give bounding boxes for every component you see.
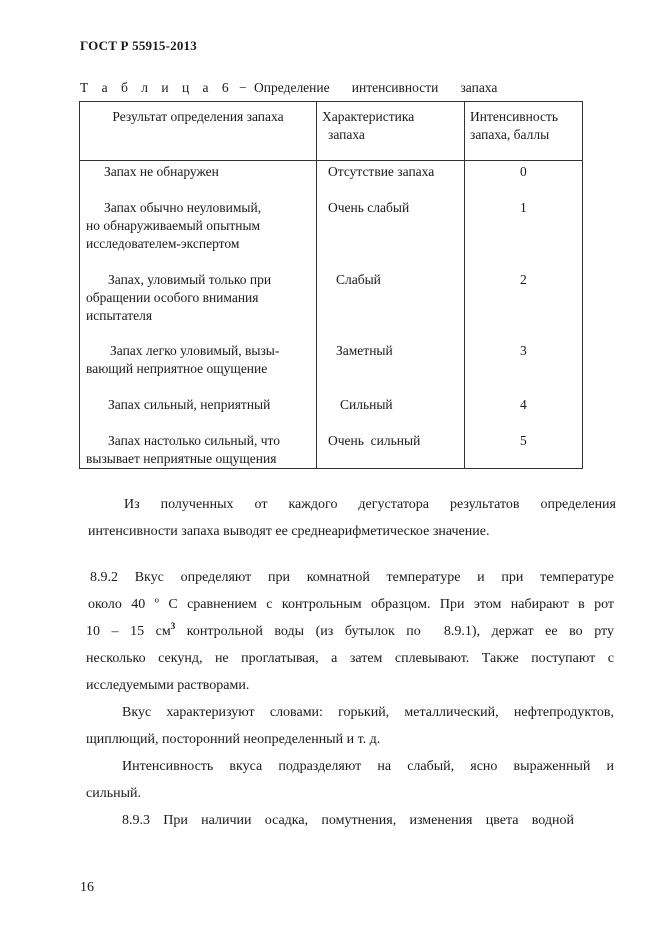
- table-row-characteristic: Очень слабый: [328, 200, 410, 215]
- table-row-score: 5: [520, 433, 527, 448]
- table-row-score: 2: [520, 272, 527, 287]
- table-row-result: Запах сильный, неприятный: [108, 397, 271, 412]
- table-header-characteristic: Характеристика запаха: [322, 109, 415, 142]
- standard-code: ГОСТ Р 55915-2013: [80, 38, 197, 53]
- table-caption-text: Определение интенсивности запаха: [254, 80, 498, 95]
- table-row-score: 0: [520, 164, 527, 179]
- page-number: 16: [80, 880, 94, 895]
- table-row-result: Запах легко уловимый, вызы- вающий неприятное ощущение: [86, 343, 280, 376]
- table-row-result: Запах не обнаружен: [104, 164, 219, 179]
- paragraph-8-9-3: 8.9.3 При наличии осадка, помутнения, изменения цвета водной: [122, 813, 574, 828]
- table-row-characteristic: Отсутствие запаха: [328, 164, 435, 179]
- table-caption-label: Т а б л и ц а 6: [80, 80, 232, 95]
- table-row-characteristic: Сильный: [340, 397, 393, 412]
- superscript-cubic: 3: [170, 621, 176, 631]
- table-row-score: 3: [520, 343, 527, 358]
- table-header-score: Интенсивность запаха, баллы: [470, 109, 559, 142]
- table-header-divider: [80, 160, 582, 161]
- table-row-characteristic: Очень сильный: [328, 433, 421, 448]
- table-row-characteristic: Заметный: [336, 343, 393, 358]
- table-column-divider: [316, 102, 317, 468]
- table-caption: [80, 80, 497, 96]
- table-row-score: 1: [520, 200, 527, 215]
- table-row-characteristic: Слабый: [336, 272, 381, 287]
- table-row-result: Запах настолько сильный, что вызывает неприятные ощущения: [86, 433, 280, 466]
- table-row-score: 4: [520, 397, 527, 412]
- paragraph-taste-words: Вкус характеризуют словами: горький, металлический, нефтепродуктов, щиплющий, посторонний неопределенный и т. д.: [86, 705, 614, 747]
- table-row-result: Запах, уловимый только при обращении особого внимания испытателя: [86, 272, 272, 323]
- odor-intensity-table: [79, 101, 583, 469]
- table-header-result: Результат определения запаха: [112, 109, 284, 124]
- table-row-result: Запах обычно неуловимый, но обнаруживаемый опытным исследователем-экспертом: [86, 200, 262, 251]
- table-column-divider: [464, 102, 465, 468]
- table-caption-dash: −: [239, 80, 247, 95]
- paragraph-taste-intensity: Интенсивность вкуса подразделяют на слабый, ясно выраженный и сильный.: [86, 759, 614, 801]
- paragraph-average: Из полученных от каждого дегустатора результатов определения интенсивности запаха выводят ее среднеарифметическое значение.: [88, 497, 616, 539]
- paragraph-8-9-2: 8.9.2 Вкус определяют при комнатной температуре и при температуре около 40 º С сравнением с контрольным образцом. При этом набирают в рот 10 – 15 $см^3$ контрольной воды (из бутылок по 8.9.1), держат ее во рту несколько секунд, не проглатывая, а затем сплевывают. Также поступают с исследуемыми растворами.: [86, 570, 614, 693]
